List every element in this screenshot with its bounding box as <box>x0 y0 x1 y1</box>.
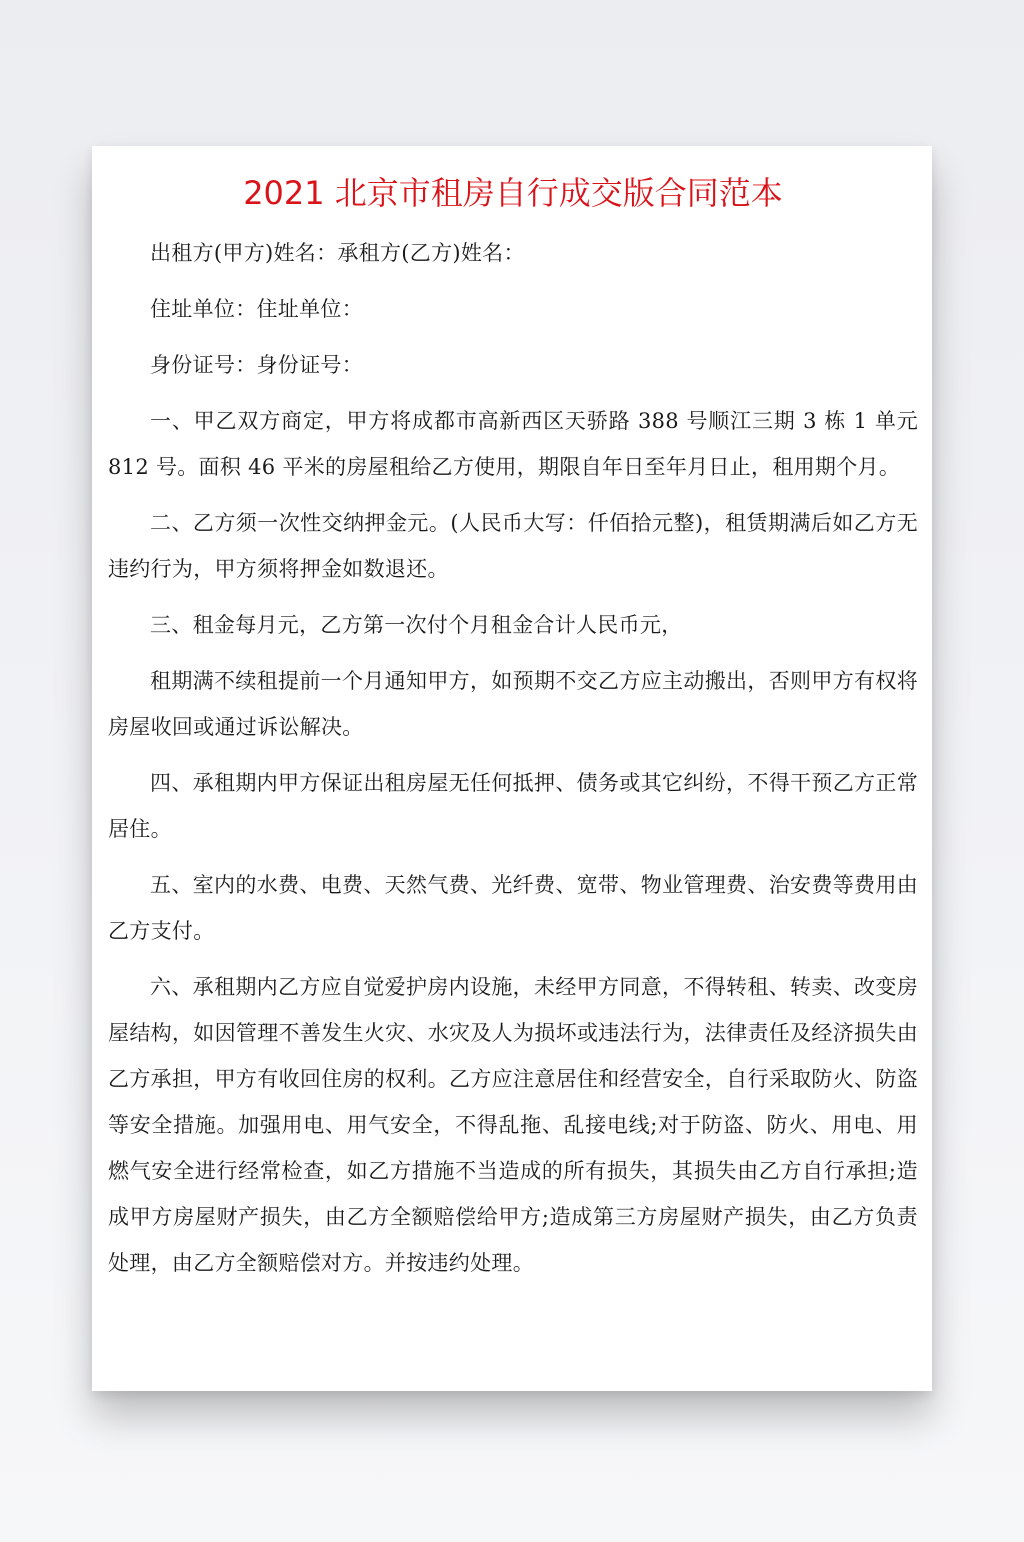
clause-5: 五、室内的水费、电费、天然气费、光纤费、宽带、物业管理费、治安费等费用由乙方支付。 <box>108 873 918 943</box>
document-page <box>92 146 932 1391</box>
clause-3-continued: 租期满不续租提前一个月通知甲方，如预期不交乙方应主动搬出，否则甲方有权将房屋收回或通过诉讼解决。 <box>108 669 918 739</box>
clause-4: 四、承租期内甲方保证出租房屋无任何抵押、债务或其它纠纷，不得干预乙方正常居住。 <box>108 771 918 841</box>
clause-3: 三、租金每月元，乙方第一次付个月租金合计人民币元， <box>150 613 683 637</box>
party-names: 出租方(甲方)姓名：承租方(乙方)姓名： <box>150 241 525 265</box>
clause-1: 一、甲乙双方商定，甲方将成都市高新西区天骄路 388 号顺江三期 3 栋 1 单元 812 号。面积 46 平米的房屋租给乙方使用，期限自年日至年月日止，租用期个月。 <box>108 409 918 479</box>
party-id-number: 身份证号：身份证号： <box>150 353 363 377</box>
clause-2: 二、乙方须一次性交纳押金元。(人民币大写：仟佰拾元整)，租赁期满后如乙方无违约行为，甲方须将押金如数退还。 <box>108 511 918 581</box>
clause-6: 六、承租期内乙方应自觉爱护房内设施，未经甲方同意，不得转租、转卖、改变房屋结构，如因管理不善发生火灾、水灾及人为损坏或违法行为，法律责任及经济损失由乙方承担，甲方有收回住房的权利。乙方应注意居住和经营安全，自行采取防火、防盗等安全措施。加强用电、用气安全，不得乱拖、乱接电线;对于防盗、防火、用电、用燃气安全进行经常检查，如乙方措施不当造成的所有损失，其损失由乙方自行承担;造成甲方房屋财产损失，由乙方全额赔偿给甲方;造成第三方房屋财产损失，由乙方负责处理，由乙方全额赔偿对方。并按违约处理。 <box>108 975 918 1275</box>
party-address: 住址单位：住址单位： <box>150 297 363 321</box>
document-title: 2021 北京市租房自行成交版合同范本 <box>243 174 783 212</box>
